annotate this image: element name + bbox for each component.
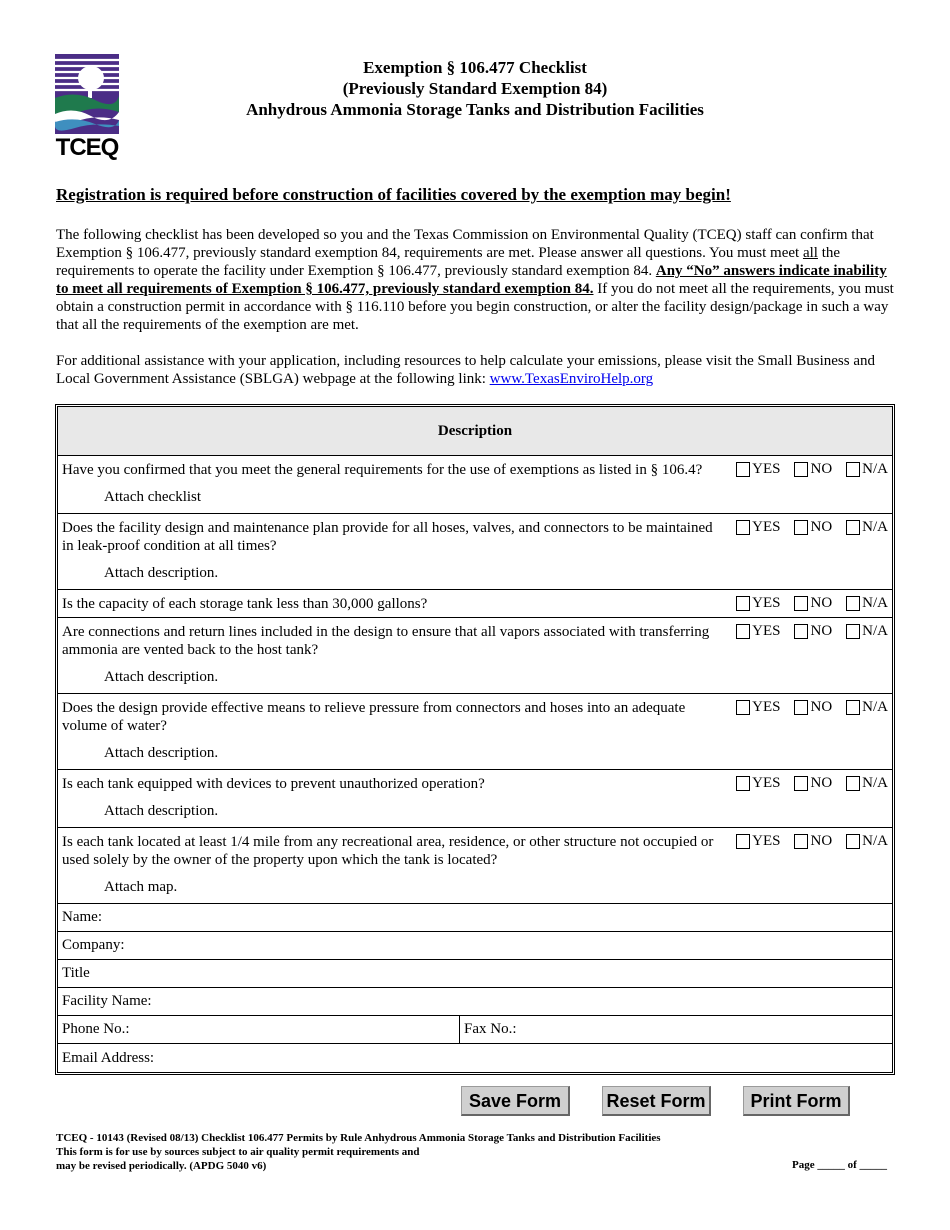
na-checkbox[interactable] [846,700,860,715]
no-checkbox[interactable] [794,700,808,715]
na-checkbox[interactable] [846,596,860,611]
yes-label: YES [752,595,781,611]
na-checkbox[interactable] [846,776,860,791]
no-label: NO [810,699,833,715]
title-label: Title [62,965,90,981]
email-label: Email Address: [62,1049,155,1066]
intro-text-c: If you do not meet all the requirements, you must obtain a construction permit in accordance with § 116.110 before you begin construction, or alter the facility design/package in such a way that all the requirements of the exemption are met. [56,281,894,333]
no-checkbox[interactable] [794,834,808,849]
no-label: NO [810,595,833,611]
table-header: Description [58,407,892,456]
footer-usage-note: This form is for use by sources subject to air quality permit requirements and [56,1146,420,1158]
intro-all-emphasis: all [802,245,818,261]
no-label: NO [810,833,833,849]
question-text: Is each tank located at least 1/4 mile from any recreational area, residence, or other structure not occupied or used solely by the owner of the property upon which the tank is located? [62,834,714,868]
answer-options [722,519,888,536]
name-field[interactable] [58,904,892,932]
na-checkbox[interactable] [846,520,860,535]
yes-checkbox[interactable] [736,462,750,477]
form-footer [56,1131,661,1173]
no-label: NO [810,519,833,535]
answer-options [722,833,888,850]
answer-options [722,595,888,612]
no-label: NO [810,775,833,791]
na-checkbox[interactable] [846,834,860,849]
yes-label: YES [752,833,781,849]
sblga-link[interactable]: www.TexasEnviroHelp.org [489,371,654,387]
answer-options [722,775,888,792]
company-field[interactable] [58,932,892,960]
name-label: Name: [62,909,102,925]
na-label: N/A [862,461,888,477]
fax-label: Fax No.: [464,1021,517,1037]
attach-instruction: Attach map. [104,879,178,895]
yes-label: YES [752,461,781,477]
na-checkbox[interactable] [846,462,860,477]
yes-checkbox[interactable] [736,776,750,791]
phone-field[interactable] [58,1016,460,1043]
checklist-table [55,404,895,1075]
yes-label: YES [752,775,781,791]
na-label: N/A [862,699,888,715]
tceq-logo-text: TCEQ [55,134,119,161]
answer-options [722,699,888,716]
attach-instruction: Attach description. [104,669,219,685]
question-row [58,770,892,828]
header-subtitle: (Previously Standard Exemption 84) [342,79,608,98]
reset-form-button[interactable]: Reset Form [602,1086,711,1116]
yes-checkbox[interactable] [736,700,750,715]
na-label: N/A [862,595,888,611]
intro-paragraph-1 [56,226,896,334]
footer-revision-note: may be revised periodically. (APDG 5040 v6) [56,1160,267,1172]
page-number: Page _____ of _____ [791,1159,887,1171]
registration-notice: Registration is required before construction of facilities covered by the exemption may begin! [56,185,731,204]
title-field[interactable] [58,960,892,988]
no-checkbox[interactable] [794,520,808,535]
save-form-button[interactable]: Save Form [461,1086,570,1116]
na-checkbox[interactable] [846,624,860,639]
na-label: N/A [862,519,888,535]
answer-options [722,461,888,478]
print-form-button[interactable]: Print Form [743,1086,850,1116]
facility-name-field[interactable] [58,988,892,1016]
header-title: Exemption § 106.477 Checklist [363,58,587,77]
question-text: Have you confirmed that you meet the general requirements for the use of exemptions as listed in § 106.4? [62,462,703,478]
company-label: Company: [62,937,125,953]
facility-name-label: Facility Name: [62,993,152,1009]
attach-instruction: Attach description. [104,565,219,581]
no-label: NO [810,623,833,639]
attach-instruction: Attach description. [104,745,219,761]
question-row [58,694,892,770]
question-row [58,456,892,514]
question-row [58,618,892,694]
intro-warning: Any “No” answers indicate inability to meet all requirements of Exemption § 106.477, previously standard exemption 84. [56,263,887,297]
phone-fax-row [58,1016,892,1044]
question-text: Does the facility design and maintenance plan provide for all hoses, valves, and connectors to be maintained in leak-proof condition at all times? [62,520,713,554]
question-row [58,514,892,590]
email-field[interactable] [58,1044,892,1072]
question-text: Are connections and return lines included in the design to ensure that all vapors associated with transferring ammonia are vented back to the host tank? [62,624,710,658]
question-text: Is each tank equipped with devices to prevent unauthorized operation? [62,776,485,792]
yes-label: YES [752,623,781,639]
question-text: Is the capacity of each storage tank less than 30,000 gallons? [62,596,428,612]
no-checkbox[interactable] [794,776,808,791]
phone-label: Phone No.: [62,1021,130,1037]
question-text: Does the design provide effective means to relieve pressure from connectors and hoses into an adequate volume of water? [62,700,686,734]
fax-field[interactable] [460,1016,517,1043]
na-label: N/A [862,623,888,639]
na-label: N/A [862,833,888,849]
no-checkbox[interactable] [794,462,808,477]
yes-checkbox[interactable] [736,596,750,611]
intro-text-a: The following checklist has been developed so you and the Texas Commission on Environmental Quality (TCEQ) staff can confirm that Exemption § 106.477, previously standard exemption 84, requirements are met. Please answer all questions. You must meet [56,227,874,261]
yes-checkbox[interactable] [736,520,750,535]
answer-options [722,623,888,640]
intro-text [56,226,896,406]
yes-checkbox[interactable] [736,624,750,639]
yes-label: YES [752,519,781,535]
tceq-logo [55,54,119,162]
attach-instruction: Attach description. [104,803,219,819]
question-row [58,590,892,618]
yes-label: YES [752,699,781,715]
page-header [160,57,790,120]
footer-form-id: TCEQ - 10143 (Revised 08/13) Checklist 106.477 Permits by Rule Anhydrous Ammonia Storage Tanks and Distribution Facilities [56,1132,661,1144]
question-row [58,828,892,904]
intro-paragraph-2 [56,352,896,388]
attach-instruction: Attach checklist [104,489,202,505]
no-label: NO [810,461,833,477]
yes-checkbox[interactable] [736,834,750,849]
no-checkbox[interactable] [794,596,808,611]
intro-text-b: the requirements to operate the facility under Exemption § 106.477, previously standard exemption 84. [56,245,841,279]
no-checkbox[interactable] [794,624,808,639]
na-label: N/A [862,775,888,791]
intro-assistance-text: For additional assistance with your application, including resources to help calculate your emissions, please visit the Small Business and Local Government Assistance (SBLGA) webpage at the following link: [56,353,876,387]
header-description: Anhydrous Ammonia Storage Tanks and Distribution Facilities [246,100,704,119]
